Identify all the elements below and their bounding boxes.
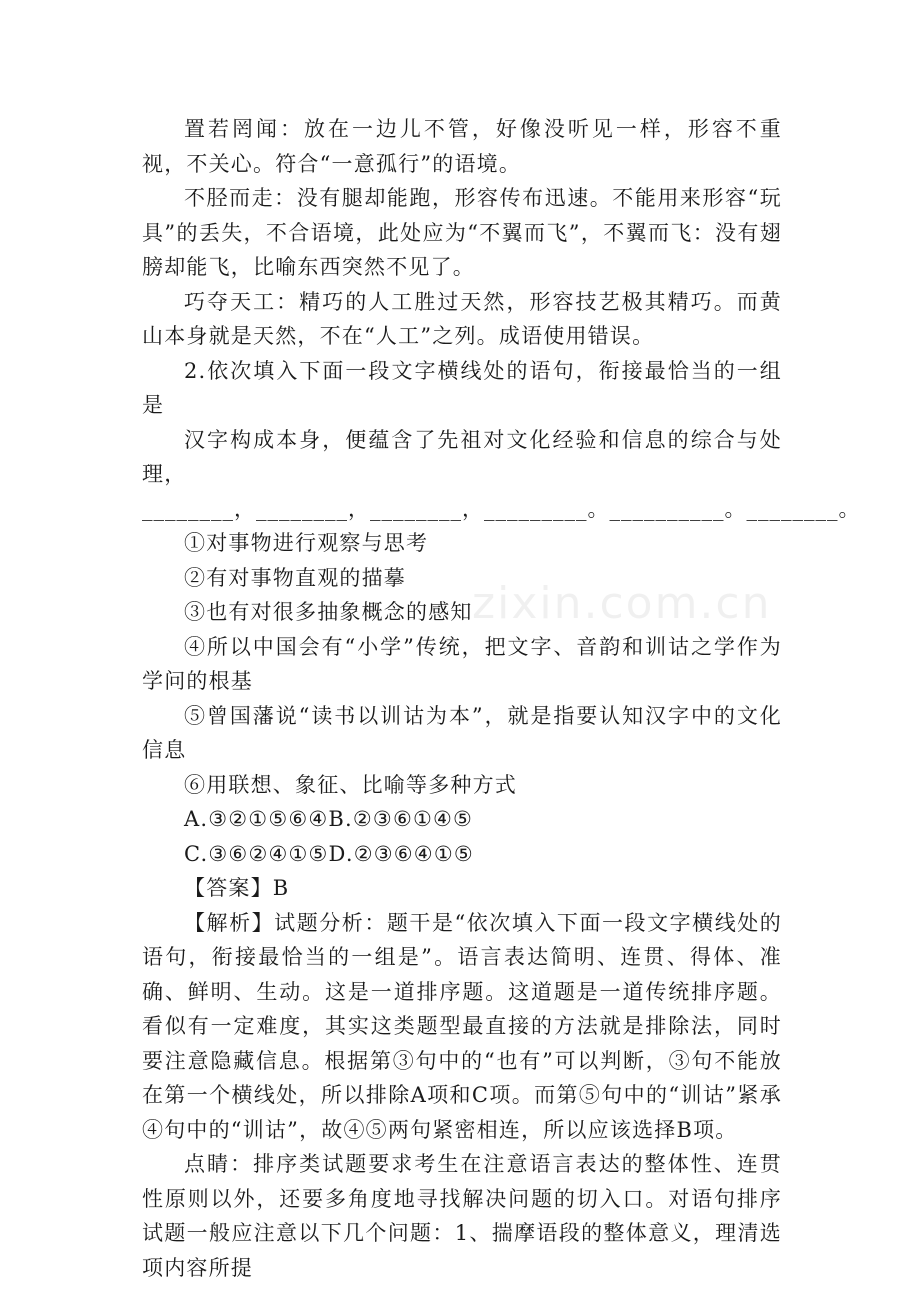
blank-lines: ________，________，________，_________。__________。________。	[142, 496, 861, 521]
answer-label: 【答案】B	[184, 876, 290, 900]
option-4: ④所以中国会有“小学”传统，把文字、音韵和训诂之学作为学问的根基	[142, 634, 782, 693]
paragraph-bujingerzou: 不胫而走：没有腿却能跑，形容传布迅速。不能用来形容“玩具”的丢失，不合语境，此处应为“不翼而飞”，不翼而飞：没有翅膀却能飞，比喻东西突然不见了。	[142, 186, 782, 279]
analysis-paragraph: 【解析】试题分析：题干是“依次填入下面一段文字横线处的语句，衔接最恰当的一组是”。语言表达简明、连贯、得体、准确、鲜明、生动。这是一道排序题。这道题是一道传统排序题。看似有一定难度，其实这类题型最直接的方法就是排除法，同时要注意隐藏信息。根据第③句中的“也有”可以判断，③句不能放在第一个横线处，所以排除A项和C项。而第⑤句中的“训诂”紧承④句中的“训诂”，故④⑤两句紧密相连，所以应该选择B项。	[142, 910, 782, 1142]
paragraph-zhiruowangwen: 置若罔闻：放在一边儿不管，好像没听见一样，形容不重视，不关心。符合“一意孤行”的语境。	[142, 117, 782, 176]
option-1: ①对事物进行观察与思考	[184, 531, 429, 555]
option-2: ②有对事物直观的描摹	[184, 565, 406, 590]
option-3: ③也有对很多抽象概念的感知	[184, 600, 473, 624]
question-2-stem: 2.依次填入下面一段文字横线处的语句，衔接最恰当的一组是	[142, 358, 782, 417]
tips-paragraph: 点睛：排序类试题要求考生在注意语言表达的整体性、连贯性原则以外，还要多角度地寻找解决问题的切入口。对语句排序试题一般应注意以下几个问题：1、揣摩语段的整体意义，理清选项内容所提	[142, 1152, 782, 1280]
option-5: ⑤曾国藩说“读书以训诂为本”，就是指要认知汉字中的文化信息	[142, 703, 782, 762]
choice-line-cd: C.③⑥②④①⑤D.②③⑥④①⑤	[184, 841, 474, 866]
document-page	[142, 112, 861, 1285]
option-6: ⑥用联想、象征、比喻等多种方式	[184, 772, 517, 797]
choice-line-ab: A.③②①⑤⑥④B.②③⑥①④⑤	[184, 807, 474, 831]
watermark-text: zixin.com.cn	[472, 578, 772, 629]
paragraph-qiaoduotiangong: 巧夺天工：精巧的人工胜过天然，形容技艺极其精巧。而黄山本身就是天然，不在“人工”之列。成语使用错误。	[142, 289, 782, 348]
question-2-passage: 汉字构成本身，便蕴含了先祖对文化经验和信息的综合与处理，	[142, 427, 782, 486]
